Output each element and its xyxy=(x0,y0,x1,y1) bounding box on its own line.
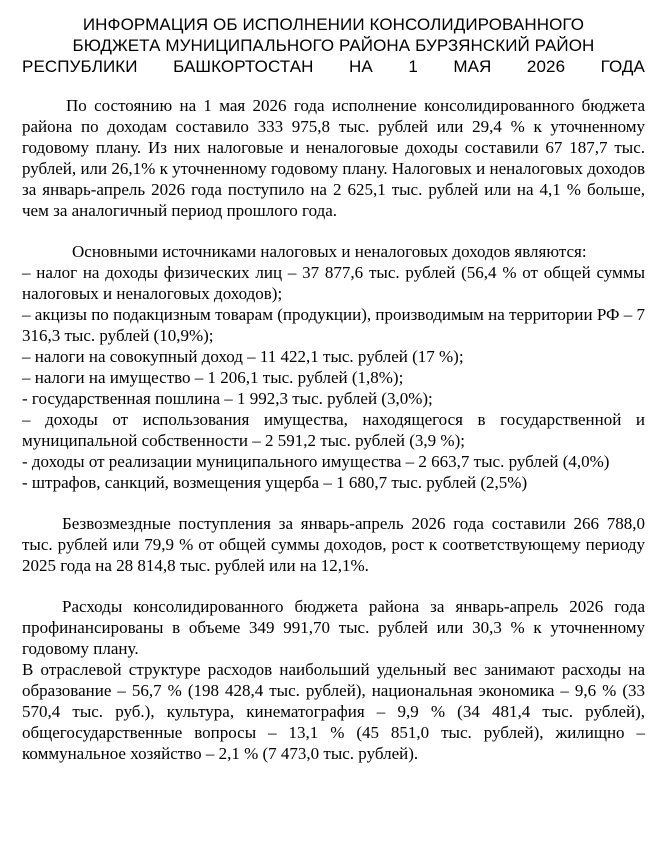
source-item: - штрафов, санкций, возмещения ущерба – 1 680,7 тыс. рублей (2,5%) xyxy=(22,473,528,492)
source-item: – налог на доходы физических лиц – 37 877,6 тыс. рублей (56,4 % от общей суммы налоговых и неналоговых доходов); xyxy=(22,263,645,303)
title-line-1: ИНФОРМАЦИЯ ОБ ИСПОЛНЕНИИ КОНСОЛИДИРОВАННОГО xyxy=(82,15,585,34)
transfers-paragraph: Безвозмездные поступления за январь-апрель 2026 года составили 266 788,0 тыс. рублей или 79,9 % от общей суммы доходов, рост к соответствующему периоду 2025 года на 28 814,8 тыс. рублей или на 12,1%. xyxy=(22,514,645,575)
spacer xyxy=(22,576,645,596)
revenue-summary-paragraph: По состоянию на 1 мая 2026 года исполнение консолидированного бюджета района по доходам составило 333 975,8 тыс. рублей или 29,4 % к уточненному годовому плану. Из них налоговые и неналоговые доходы составили 67 187,7 тыс. рублей, или 26,1% к уточненному годовому плану. Налоговых и неналоговых доходов за январь-апрель 2026 года поступило на 2 625,1 тыс. рублей или на 4,1 % больше, чем за аналогичный период прошлого года. xyxy=(22,96,645,220)
spacer xyxy=(22,221,645,241)
sources-intro-paragraph: Основными источниками налоговых и неналоговых доходов являются: xyxy=(72,242,587,261)
source-item: – налоги на совокупный доход – 11 422,1 тыс. рублей (17 %); xyxy=(22,347,464,366)
source-item: - государственная пошлина – 1 992,3 тыс. рублей (3,0%); xyxy=(22,389,433,408)
document-title xyxy=(22,14,645,77)
expenses-paragraph: Расходы консолидированного бюджета района за январь-апрель 2026 года профинансированы в объеме 349 991,70 тыс. рублей или 30,3 % к уточненному годовому плану. xyxy=(22,597,645,658)
title-line-3: РЕСПУБЛИКИ БАШКОРТОСТАН НА 1 МАЯ 2026 ГОДА xyxy=(22,57,645,76)
source-item: – акцизы по подакцизным товарам (продукции), производимым на территории РФ – 7 316,3 тыс. рублей (10,9%); xyxy=(22,305,645,345)
title-line-2: БЮДЖЕТА МУНИЦИПАЛЬНОГО РАЙОНА БУРЗЯНСКИЙ РАЙОН xyxy=(72,36,595,55)
source-item: – доходы от использования имущества, находящегося в государственной и муниципальной собственности – 2 591,2 тыс. рублей (3,9 %); xyxy=(22,410,645,450)
spacer xyxy=(22,493,645,513)
source-item: - доходы от реализации муниципального имущества – 2 663,7 тыс. рублей (4,0%) xyxy=(22,452,610,471)
expense-structure-paragraph: В отраслевой структуре расходов наибольший удельный вес занимают расходы на образование – 56,7 % (198 428,4 тыс. рублей), национальная экономика – 9,6 % (33 570,4 тыс. руб.), культура, кинематография – 9,9 % (34 481,4 тыс. рублей), общегосударственные вопросы – 13,1 % (45 851,0 тыс. рублей), жилищно – коммунальное хозяйство – 2,1 % (7 473,0 тыс. рублей). xyxy=(22,660,645,763)
source-item: – налоги на имущество – 1 206,1 тыс. рублей (1,8%); xyxy=(22,368,404,387)
